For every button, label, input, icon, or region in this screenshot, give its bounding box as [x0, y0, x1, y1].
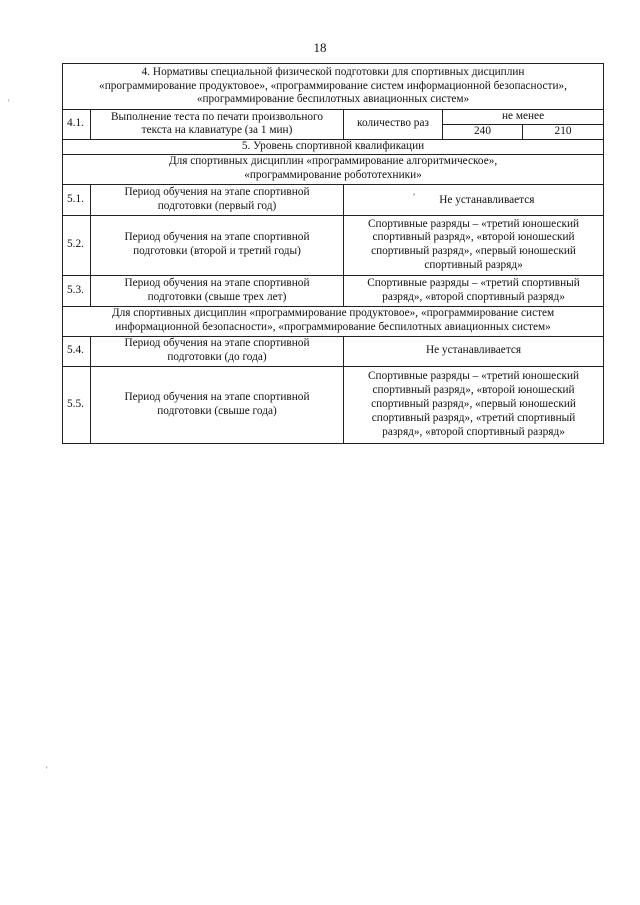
period-line1: Период обучения на этапе спортивной	[124, 276, 310, 289]
test-description-line1: Выполнение теста по печати произвольного	[110, 110, 324, 123]
scan-mark: ’	[412, 191, 416, 201]
group-2-heading-line1: Для спортивных дисциплин «программирование продуктовое», «программирование систем	[111, 307, 555, 320]
section-5-heading-row	[63, 139, 604, 154]
requirement-line2: разряд», «второй спортивный разряд»	[382, 290, 565, 303]
scan-speck-2: '	[46, 765, 48, 775]
requirement-line4: спортивный разряд», «третий спортивный	[371, 411, 576, 424]
period-line1: Период обучения на этапе спортивной	[124, 231, 310, 244]
group-1-heading-row	[63, 154, 604, 184]
row-number: 4.1.	[63, 110, 91, 140]
group-1-heading	[63, 154, 604, 184]
table-row-5-3	[63, 275, 604, 306]
period-line1: Период обучения на этапе спортивной	[124, 337, 310, 350]
requirement-line1: Спортивные разряды – «третий юношеский	[367, 217, 580, 230]
unit-cell: количество раз	[344, 110, 443, 140]
period-line2: подготовки (свыше года)	[157, 404, 277, 417]
standards-table	[62, 63, 604, 444]
requirement-line3: спортивный разряд», «первый юношеский	[371, 245, 576, 258]
scan-speck-1: '	[8, 98, 10, 108]
period-cell	[91, 215, 344, 275]
table-row-5-5	[63, 366, 604, 443]
row-number: 5.2.	[63, 215, 91, 275]
requirement-cell	[344, 215, 604, 275]
norm-label: не менее	[443, 110, 604, 125]
group-2-heading	[63, 306, 604, 336]
period-cell	[91, 275, 344, 306]
table-row-5-4	[63, 336, 604, 366]
group-1-heading-line1: Для спортивных дисциплин «программирование алгоритмическое»,	[168, 155, 498, 168]
section-4-heading-row	[63, 64, 604, 110]
period-line2: подготовки (второй и третий годы)	[133, 245, 301, 258]
norm-value-2: 210	[523, 124, 604, 139]
period-cell	[91, 366, 344, 443]
section-4-heading	[63, 64, 604, 110]
requirement-cell	[344, 184, 604, 215]
requirement-line5: разряд», «второй спортивный разряд»	[382, 425, 565, 438]
period-cell	[91, 336, 344, 366]
period-line2: подготовки (первый год)	[157, 199, 277, 212]
requirement-line2: спортивный разряд», «второй юношеский	[372, 383, 575, 396]
row-number: 5.4.	[63, 336, 91, 366]
period-cell	[91, 184, 344, 215]
requirement-line1: Спортивные разряды – «третий юношеский	[367, 370, 580, 383]
requirement-line3: спортивный разряд», «первый юношеский	[371, 397, 576, 410]
table-row-5-2	[63, 215, 604, 275]
requirement-cell	[344, 275, 604, 306]
section-4-heading-line3: «программирование беспилотных авиационных систем»	[196, 93, 470, 106]
period-line1: Период обучения на этапе спортивной	[124, 390, 310, 403]
period-line1: Период обучения на этапе спортивной	[124, 185, 310, 198]
row-number: 5.1.	[63, 184, 91, 215]
section-4-heading-line2: «программирование продуктовое», «программирование систем информационной безопасности»,	[99, 79, 567, 92]
period-line2: подготовки (до года)	[167, 351, 267, 364]
test-description	[91, 110, 344, 140]
requirement-line1: Спортивные разряды – «третий спортивный	[367, 276, 580, 289]
section-4-heading-line1: 4. Нормативы специальной физической подготовки для спортивных дисциплин	[141, 65, 525, 78]
period-line2: подготовки (свыше трех лет)	[147, 290, 287, 303]
group-2-heading-line2: информационной безопасности», «программирование беспилотных авиационных систем»	[115, 321, 551, 334]
table-row-4-1	[63, 110, 604, 125]
requirement-line2: спортивный разряд», «второй юношеский	[372, 231, 575, 244]
test-description-line2: текста на клавиатуре (за 1 мин)	[141, 124, 293, 137]
page-number: 18	[313, 40, 327, 55]
row-number: 5.3.	[63, 275, 91, 306]
group-2-heading-row	[63, 306, 604, 336]
requirement-cell	[344, 366, 604, 443]
group-1-heading-line2: «программирование робототехники»	[244, 169, 422, 182]
section-5-heading: 5. Уровень спортивной квалификации	[63, 139, 604, 154]
requirement-line4: спортивный разряд»	[424, 259, 523, 272]
row-number: 5.5.	[63, 366, 91, 443]
requirement-text: Не устанавливается	[439, 193, 535, 206]
requirement-cell: Не устанавливается	[344, 336, 604, 366]
norm-value-1: 240	[443, 124, 523, 139]
table-row-5-1	[63, 184, 604, 215]
